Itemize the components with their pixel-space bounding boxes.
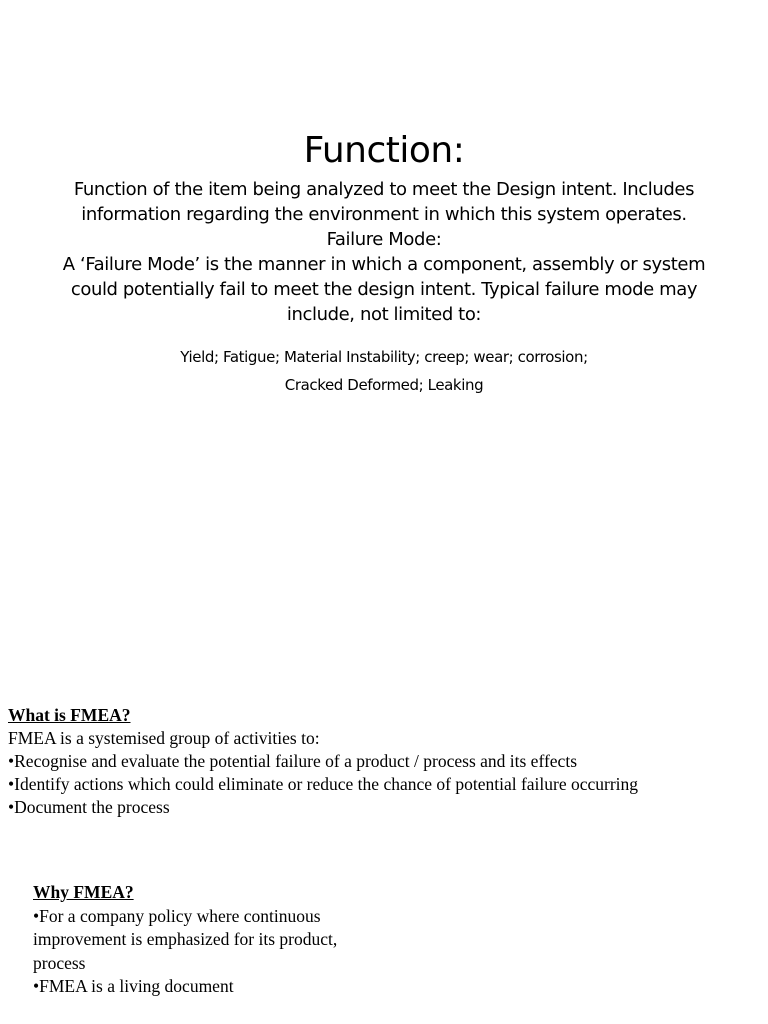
what-is-fmea-bullet: •Recognise and evaluate the potential failure of a product / process and its effects <box>8 751 577 771</box>
why-fmea-section <box>33 881 393 999</box>
why-fmea-bullet: •For a company policy where continuous improvement is emphasized for its product, process <box>33 905 338 973</box>
slide-function <box>0 0 768 420</box>
slide-description <box>60 177 708 327</box>
what-is-fmea-bullet: •Document the process <box>8 797 170 817</box>
failure-mode-paragraph: A ‘Failure Mode’ is the manner in which a component, assembly or system could potentially fail to meet the design intent. Typical failure mode may include, not limited to: <box>62 254 706 325</box>
function-paragraph: Function of the item being analyzed to meet the Design intent. Includes information regarding the environment in which this system operates. <box>73 179 695 225</box>
slide-title: Function: <box>303 130 465 171</box>
what-is-fmea-intro: FMEA is a systemised group of activities to: <box>8 728 320 748</box>
why-fmea-bullet: •FMEA is a living document <box>33 976 234 996</box>
failure-mode-list-line: Cracked Deformed; Leaking <box>284 376 484 394</box>
failure-mode-list-line: Yield; Fatigue; Material Instability; creep; wear; corrosion; <box>180 348 588 366</box>
why-fmea-heading: Why FMEA? <box>33 882 134 902</box>
failure-mode-list <box>60 343 708 399</box>
what-is-fmea-heading: What is FMEA? <box>8 705 131 725</box>
what-is-fmea-bullet: •Identify actions which could eliminate or reduce the chance of potential failure occurring <box>8 774 639 794</box>
what-is-fmea-section <box>8 704 760 819</box>
failure-mode-heading: Failure Mode: <box>326 229 442 250</box>
